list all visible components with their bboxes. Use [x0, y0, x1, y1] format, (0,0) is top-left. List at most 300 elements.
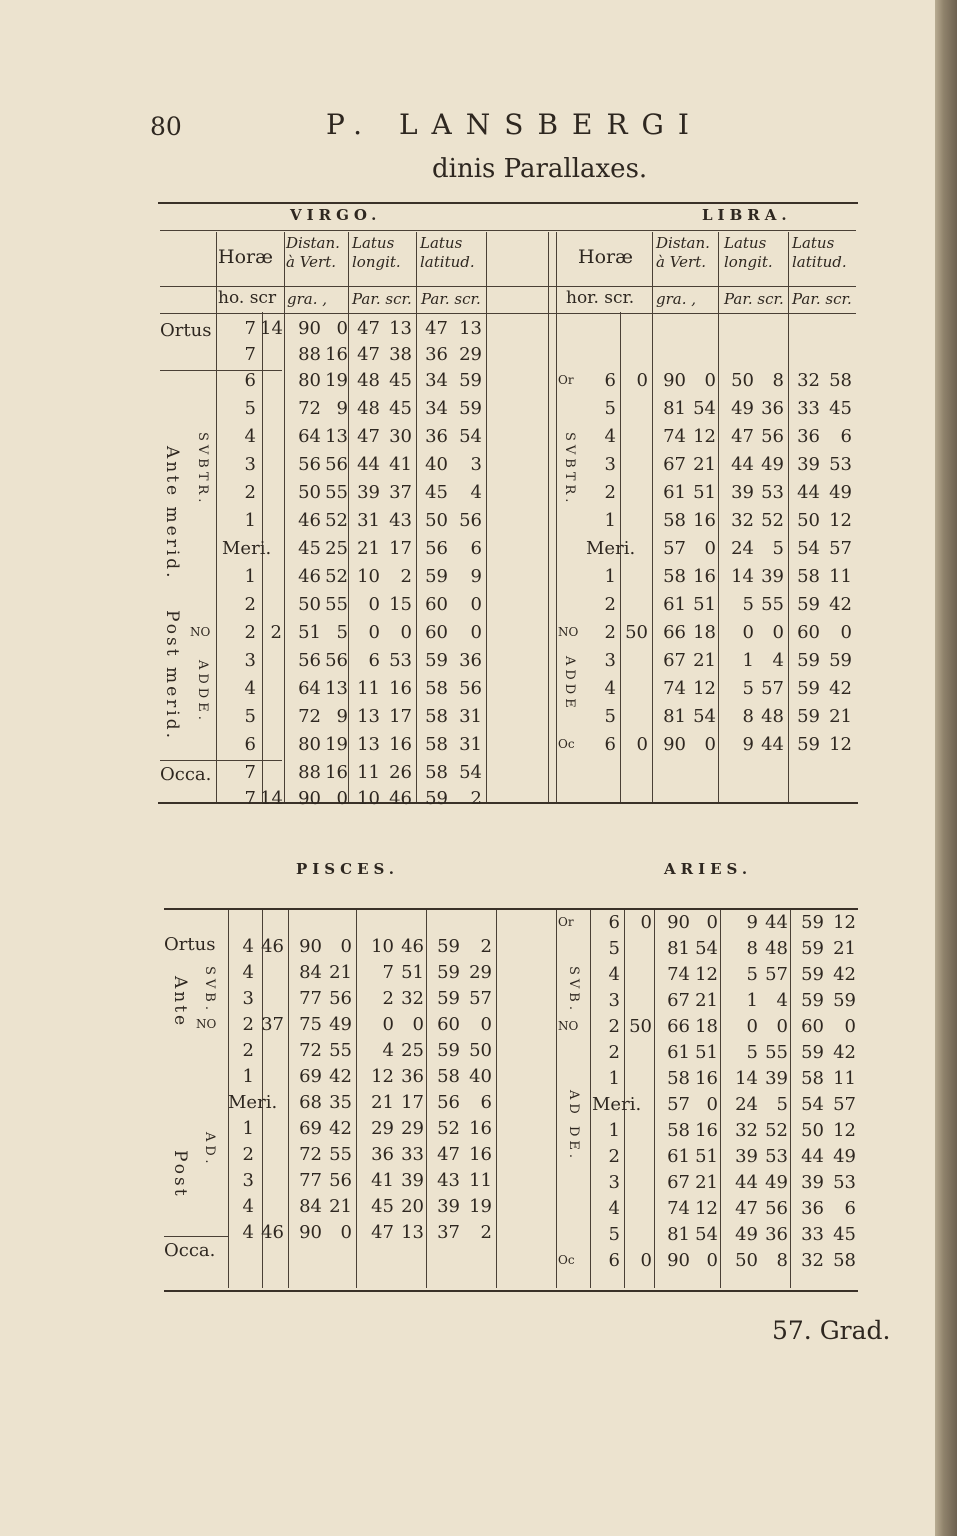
- pisces-cell-dm: 49: [329, 1014, 352, 1035]
- pisces-cell-la: 56: [437, 1092, 460, 1113]
- libra-cell-los: 4: [772, 650, 784, 671]
- pisces-cell-d: 77: [299, 1170, 322, 1191]
- libra-cell-dm: 21: [693, 454, 716, 475]
- aries-cell-h: 3: [608, 990, 620, 1011]
- sign-title-virgo: VIRGO.: [290, 206, 382, 224]
- virgo-cell-las: 0: [470, 594, 482, 615]
- virgo-cell-d: 51: [298, 622, 321, 643]
- aries-cell-dm: 12: [695, 964, 718, 985]
- pisces-cell-la: 43: [437, 1170, 460, 1191]
- label-subtr-virgo: SVBTR.: [195, 432, 210, 507]
- virgo-cell-lo: 0: [368, 622, 380, 643]
- virgo-cell-h: 4: [244, 678, 256, 699]
- virgo-cell-las: 29: [459, 344, 482, 365]
- aries-cell-la: 32: [801, 1250, 824, 1271]
- libra-cell-las: 45: [829, 398, 852, 419]
- rule: [426, 910, 427, 1288]
- libra-cell-las: 6: [840, 426, 852, 447]
- libra-cell-los: 39: [761, 566, 784, 587]
- virgo-cell-los: 15: [389, 594, 412, 615]
- libra-cell-lo: 8: [742, 706, 754, 727]
- virgo-cell-h: 1: [244, 510, 256, 531]
- libra-cell-d: 67: [663, 650, 686, 671]
- pisces-cell-lo: 21: [371, 1092, 394, 1113]
- pisces-cell-los: 33: [401, 1144, 424, 1165]
- col-header-horae-left: Horæ: [218, 246, 273, 268]
- aries-cell-los: 55: [765, 1042, 788, 1063]
- libra-cell-la: 32: [797, 370, 820, 391]
- pisces-cell-los: 13: [401, 1222, 424, 1243]
- aries-cell-h: 4: [608, 1198, 620, 1219]
- virgo-cell-d: 80: [298, 370, 321, 391]
- libra-cell-la: 59: [797, 594, 820, 615]
- aries-cell-m: 0: [640, 912, 652, 933]
- aries-cell-lab: Oc: [558, 1253, 575, 1267]
- libra-cell-las: 42: [829, 594, 852, 615]
- libra-cell-lo: 49: [731, 398, 754, 419]
- pisces-cell-h: 1: [242, 1066, 254, 1087]
- rule: [284, 232, 285, 802]
- virgo-cell-lo: 44: [357, 454, 380, 475]
- virgo-cell-los: 38: [389, 344, 412, 365]
- virgo-cell-la: 34: [425, 398, 448, 419]
- virgo-cell-las: 13: [459, 318, 482, 339]
- pisces-cell-las: 2: [480, 1222, 492, 1243]
- pisces-cell-lo: 12: [371, 1066, 394, 1087]
- aries-cell-lo: 0: [746, 1016, 758, 1037]
- virgo-cell-d: 88: [298, 762, 321, 783]
- pisces-cell-la: 52: [437, 1118, 460, 1139]
- rule: [788, 232, 789, 802]
- virgo-cell-h: 7: [244, 318, 256, 339]
- pisces-cell-lo: 4: [382, 1040, 394, 1061]
- aries-cell-las: 42: [833, 1042, 856, 1063]
- aries-cell-d: 67: [667, 1172, 690, 1193]
- catchword: 57. Grad.: [772, 1316, 891, 1345]
- aries-cell-la: 54: [801, 1094, 824, 1115]
- pisces-cell-los: 36: [401, 1066, 424, 1087]
- libra-cell-los: 56: [761, 426, 784, 447]
- pisces-cell-d: 69: [299, 1118, 322, 1139]
- rule: [654, 910, 655, 1288]
- pisces-cell-dm: 0: [340, 936, 352, 957]
- virgo-cell-dm: 5: [336, 622, 348, 643]
- libra-cell-la: 44: [797, 482, 820, 503]
- libra-cell-lo: 32: [731, 510, 754, 531]
- virgo-cell-dm: 56: [325, 650, 348, 671]
- aries-cell-dm: 51: [695, 1146, 718, 1167]
- label-subtr-libra: SVBTR.: [562, 432, 577, 507]
- label-ad-aries: AD DE.: [566, 1090, 581, 1162]
- virgo-cell-dm: 13: [325, 678, 348, 699]
- pisces-cell-d: 72: [299, 1144, 322, 1165]
- virgo-cell-las: 56: [459, 510, 482, 531]
- libra-cell-dm: 0: [704, 370, 716, 391]
- aries-cell-d: 67: [667, 990, 690, 1011]
- virgo-cell-d: 80: [298, 734, 321, 755]
- libra-cell-d: 74: [663, 426, 686, 447]
- libra-cell-dm: 54: [693, 398, 716, 419]
- pisces-cell-la: 59: [437, 936, 460, 957]
- libra-cell-dm: 16: [693, 566, 716, 587]
- col-header-horae-right: Horæ: [578, 246, 633, 268]
- virgo-cell-las: 59: [459, 370, 482, 391]
- aries-cell-las: 11: [833, 1068, 856, 1089]
- pisces-cell-las: 0: [480, 1014, 492, 1035]
- virgo-cell-d: 56: [298, 454, 321, 475]
- pisces-cell-la: 58: [437, 1066, 460, 1087]
- libra-cell-las: 0: [840, 622, 852, 643]
- aries-cell-d: 66: [667, 1016, 690, 1037]
- libra-cell-los: 49: [761, 454, 784, 475]
- virgo-cell-los: 45: [389, 398, 412, 419]
- virgo-cell-h: 1: [244, 566, 256, 587]
- libra-cell-d: 58: [663, 510, 686, 531]
- pisces-cell-la: 60: [437, 1014, 460, 1035]
- pisces-cell-los: 25: [401, 1040, 424, 1061]
- aries-cell-d: 74: [667, 964, 690, 985]
- virgo-cell-los: 17: [389, 706, 412, 727]
- aries-cell-las: 59: [833, 990, 856, 1011]
- aries-cell-lo: 50: [735, 1250, 758, 1271]
- virgo-cell-d: 50: [298, 482, 321, 503]
- virgo-cell-m: 2: [270, 622, 282, 643]
- pisces-cell-lo: 41: [371, 1170, 394, 1191]
- aries-cell-la: 59: [801, 1042, 824, 1063]
- virgo-cell-lo: 11: [357, 762, 380, 783]
- libra-cell-d: 66: [663, 622, 686, 643]
- libra-cell-h: 4: [604, 426, 616, 447]
- rule: [548, 232, 549, 802]
- virgo-cell-la: 36: [425, 426, 448, 447]
- virgo-cell-dm: 55: [325, 482, 348, 503]
- virgo-cell-la: 58: [425, 706, 448, 727]
- pisces-cell-dm: 0: [340, 1222, 352, 1243]
- virgo-cell-h: 5: [244, 706, 256, 727]
- aries-cell-la: 60: [801, 1016, 824, 1037]
- pisces-cell-d: 77: [299, 988, 322, 1009]
- pisces-cell-dm: 21: [329, 962, 352, 983]
- libra-cell-la: 59: [797, 734, 820, 755]
- aries-cell-la: 58: [801, 1068, 824, 1089]
- col-header-longit-right: Latus longit.: [724, 234, 773, 271]
- virgo-cell-los: 13: [389, 318, 412, 339]
- aries-cell-los: 49: [765, 1172, 788, 1193]
- pisces-cell-d: 84: [299, 1196, 322, 1217]
- libra-cell-los: 53: [761, 482, 784, 503]
- virgo-cell-d: 90: [298, 788, 321, 809]
- pisces-cell-dm: 21: [329, 1196, 352, 1217]
- pisces-cell-dm: 35: [329, 1092, 352, 1113]
- rule: [416, 232, 417, 802]
- pisces-cell-la: 59: [437, 1040, 460, 1061]
- aries-cell-la: 50: [801, 1120, 824, 1141]
- aries-cell-lo: 47: [735, 1198, 758, 1219]
- virgo-cell-lo: 21: [357, 538, 380, 559]
- virgo-cell-d: 45: [298, 538, 321, 559]
- virgo-cell-la: 40: [425, 454, 448, 475]
- pisces-cell-los: 46: [401, 936, 424, 957]
- libra-cell-dm: 0: [704, 734, 716, 755]
- libra-cell-la: 58: [797, 566, 820, 587]
- pisces-cell-lo: 0: [382, 1014, 394, 1035]
- unit-gra-right: gra. ,: [656, 290, 697, 308]
- pisces-cell-los: 0: [412, 1014, 424, 1035]
- virgo-cell-los: 2: [400, 566, 412, 587]
- aries-cell-los: 44: [765, 912, 788, 933]
- libra-cell-los: 57: [761, 678, 784, 699]
- libra-cell-dm: 12: [693, 426, 716, 447]
- libra-cell-las: 58: [829, 370, 852, 391]
- aries-cell-los: 39: [765, 1068, 788, 1089]
- pisces-cell-h: Meri.: [228, 1092, 278, 1113]
- aries-cell-dm: 21: [695, 1172, 718, 1193]
- virgo-cell-los: 17: [389, 538, 412, 559]
- virgo-cell-las: 54: [459, 762, 482, 783]
- unit-parscr-left-2: Par. scr.: [421, 290, 481, 308]
- libra-cell-lo: 0: [742, 622, 754, 643]
- virgo-cell-lo: 13: [357, 734, 380, 755]
- rule: [160, 370, 282, 371]
- virgo-cell-dm: 56: [325, 454, 348, 475]
- virgo-cell-las: 2: [470, 788, 482, 809]
- virgo-cell-lab: NO: [190, 625, 211, 639]
- pisces-cell-dm: 42: [329, 1118, 352, 1139]
- virgo-cell-dm: 16: [325, 344, 348, 365]
- virgo-cell-h: 3: [244, 650, 256, 671]
- pisces-cell-dm: 55: [329, 1144, 352, 1165]
- virgo-cell-la: 50: [425, 510, 448, 531]
- rule: [496, 910, 497, 1288]
- aries-cell-lo: 5: [746, 964, 758, 985]
- libra-cell-d: 57: [663, 538, 686, 559]
- virgo-cell-lo: 6: [368, 650, 380, 671]
- aries-cell-dm: 21: [695, 990, 718, 1011]
- virgo-cell-d: 46: [298, 566, 321, 587]
- rule: [160, 313, 856, 314]
- rule: [160, 760, 282, 761]
- aries-cell-m: 0: [640, 1250, 652, 1271]
- libra-cell-dm: 54: [693, 706, 716, 727]
- aries-cell-lo: 1: [746, 990, 758, 1011]
- virgo-cell-dm: 0: [336, 788, 348, 809]
- pisces-cell-d: 84: [299, 962, 322, 983]
- aries-cell-los: 56: [765, 1198, 788, 1219]
- virgo-cell-h: Meri.: [222, 538, 272, 559]
- virgo-cell-dm: 52: [325, 510, 348, 531]
- libra-cell-lo: 24: [731, 538, 754, 559]
- virgo-cell-los: 46: [389, 788, 412, 809]
- col-header-distan-left: Distan. à Vert.: [286, 234, 340, 271]
- virgo-cell-lo: 47: [357, 344, 380, 365]
- aries-cell-dm: 0: [706, 912, 718, 933]
- virgo-cell-las: 36: [459, 650, 482, 671]
- unit-gra-left: gra. ,: [287, 290, 328, 308]
- rule: [348, 232, 349, 802]
- pisces-cell-las: 57: [469, 988, 492, 1009]
- label-ante-merid: Ante merid.: [162, 446, 182, 581]
- unit-hours-right: hor. scr.: [566, 288, 635, 308]
- label-sub-aries: SVB.: [566, 966, 581, 1014]
- virgo-cell-lo: 31: [357, 510, 380, 531]
- virgo-cell-los: 0: [400, 622, 412, 643]
- virgo-cell-h: 6: [244, 370, 256, 391]
- pisces-cell-la: 39: [437, 1196, 460, 1217]
- virgo-cell-h: 2: [244, 482, 256, 503]
- aries-cell-los: 0: [776, 1016, 788, 1037]
- virgo-cell-h: 2: [244, 622, 256, 643]
- libra-cell-h: 2: [604, 622, 616, 643]
- virgo-cell-lo: 0: [368, 594, 380, 615]
- virgo-cell-la: 56: [425, 538, 448, 559]
- libra-cell-d: 90: [663, 734, 686, 755]
- aries-cell-los: 52: [765, 1120, 788, 1141]
- libra-cell-la: 60: [797, 622, 820, 643]
- aries-cell-h: Meri.: [592, 1094, 642, 1115]
- libra-cell-d: 61: [663, 594, 686, 615]
- pisces-cell-d: 75: [299, 1014, 322, 1035]
- rule: [160, 230, 856, 231]
- virgo-cell-los: 37: [389, 482, 412, 503]
- label-occa-pisces: Occa.: [164, 1240, 216, 1261]
- libra-cell-las: 59: [829, 650, 852, 671]
- virgo-cell-la: 59: [425, 788, 448, 809]
- libra-cell-d: 61: [663, 482, 686, 503]
- unit-parscr-right-1: Par. scr.: [724, 290, 784, 308]
- virgo-cell-d: 46: [298, 510, 321, 531]
- pisces-cell-h: 4: [242, 962, 254, 983]
- rule: [790, 910, 791, 1288]
- virgo-cell-m: 14: [260, 788, 283, 809]
- pisces-cell-la: 59: [437, 962, 460, 983]
- rule: [720, 910, 721, 1288]
- libra-cell-m: 0: [636, 370, 648, 391]
- virgo-cell-las: 3: [470, 454, 482, 475]
- label-post-merid: Post merid.: [162, 610, 182, 741]
- libra-cell-dm: 0: [704, 538, 716, 559]
- virgo-cell-dm: 19: [325, 734, 348, 755]
- aries-cell-h: 6: [608, 1250, 620, 1271]
- rule: [288, 910, 289, 1288]
- virgo-cell-los: 41: [389, 454, 412, 475]
- pisces-cell-m: 46: [261, 1222, 284, 1243]
- virgo-cell-la: 45: [425, 482, 448, 503]
- pisces-cell-lo: 7: [382, 962, 394, 983]
- libra-cell-d: 81: [663, 706, 686, 727]
- aries-cell-las: 53: [833, 1172, 856, 1193]
- libra-cell-lo: 50: [731, 370, 754, 391]
- pisces-cell-la: 59: [437, 988, 460, 1009]
- aries-cell-dm: 54: [695, 1224, 718, 1245]
- aries-cell-los: 4: [776, 990, 788, 1011]
- pisces-cell-d: 90: [299, 936, 322, 957]
- aries-cell-las: 6: [844, 1198, 856, 1219]
- libra-cell-los: 44: [761, 734, 784, 755]
- virgo-cell-lo: 39: [357, 482, 380, 503]
- pisces-cell-lo: 45: [371, 1196, 394, 1217]
- aries-cell-la: 59: [801, 964, 824, 985]
- virgo-cell-h: 3: [244, 454, 256, 475]
- aries-cell-lo: 8: [746, 938, 758, 959]
- unit-hours-left: ho. scr: [218, 288, 277, 308]
- libra-cell-lo: 5: [742, 594, 754, 615]
- virgo-cell-d: 90: [298, 318, 321, 339]
- rule: [556, 910, 557, 1288]
- libra-cell-la: 50: [797, 510, 820, 531]
- libra-cell-los: 48: [761, 706, 784, 727]
- col-header-latitud-left: Latus latitud.: [420, 234, 475, 271]
- virgo-cell-lo: 47: [357, 318, 380, 339]
- aries-cell-las: 57: [833, 1094, 856, 1115]
- virgo-cell-lo: 11: [357, 678, 380, 699]
- virgo-cell-dm: 52: [325, 566, 348, 587]
- libra-cell-d: 58: [663, 566, 686, 587]
- virgo-cell-m: 14: [260, 318, 283, 339]
- aries-cell-lab: NO: [558, 1019, 579, 1033]
- pisces-cell-d: 68: [299, 1092, 322, 1113]
- aries-cell-la: 36: [801, 1198, 824, 1219]
- rule: [164, 1236, 228, 1237]
- pisces-cell-dm: 56: [329, 1170, 352, 1191]
- libra-cell-las: 12: [829, 510, 852, 531]
- aries-cell-dm: 0: [706, 1094, 718, 1115]
- aries-cell-lo: 14: [735, 1068, 758, 1089]
- aries-cell-lo: 39: [735, 1146, 758, 1167]
- aries-cell-dm: 18: [695, 1016, 718, 1037]
- pisces-cell-lab: NO: [196, 1017, 217, 1031]
- libra-cell-d: 74: [663, 678, 686, 699]
- aries-cell-lo: 24: [735, 1094, 758, 1115]
- unit-parscr-right-2: Par. scr.: [792, 290, 852, 308]
- aries-cell-d: 90: [667, 912, 690, 933]
- virgo-cell-la: 36: [425, 344, 448, 365]
- virgo-cell-las: 31: [459, 706, 482, 727]
- virgo-cell-dm: 9: [336, 706, 348, 727]
- rule: [556, 232, 557, 802]
- virgo-cell-las: 31: [459, 734, 482, 755]
- pisces-cell-d: 72: [299, 1040, 322, 1061]
- libra-cell-las: 42: [829, 678, 852, 699]
- aries-cell-las: 12: [833, 1120, 856, 1141]
- sign-title-pisces: PISCES.: [296, 860, 400, 878]
- aries-cell-d: 74: [667, 1198, 690, 1219]
- virgo-cell-lo: 10: [357, 788, 380, 809]
- virgo-cell-los: 53: [389, 650, 412, 671]
- libra-cell-la: 36: [797, 426, 820, 447]
- aries-cell-h: 1: [608, 1120, 620, 1141]
- pisces-cell-h: 4: [242, 1222, 254, 1243]
- rule: [590, 910, 591, 1288]
- libra-cell-d: 67: [663, 454, 686, 475]
- libra-cell-lab: Oc: [558, 737, 575, 751]
- aries-cell-dm: 12: [695, 1198, 718, 1219]
- aries-cell-d: 90: [667, 1250, 690, 1271]
- virgo-cell-d: 72: [298, 706, 321, 727]
- aries-cell-h: 2: [608, 1042, 620, 1063]
- virgo-cell-los: 26: [389, 762, 412, 783]
- aries-cell-lo: 49: [735, 1224, 758, 1245]
- pisces-cell-h: 2: [242, 1040, 254, 1061]
- virgo-cell-lo: 48: [357, 398, 380, 419]
- pisces-cell-la: 37: [437, 1222, 460, 1243]
- pisces-cell-las: 19: [469, 1196, 492, 1217]
- libra-cell-lo: 1: [742, 650, 754, 671]
- virgo-cell-h: 7: [244, 344, 256, 365]
- pisces-cell-h: 3: [242, 1170, 254, 1191]
- libra-cell-h: 5: [604, 706, 616, 727]
- virgo-cell-d: 88: [298, 344, 321, 365]
- libra-cell-la: 33: [797, 398, 820, 419]
